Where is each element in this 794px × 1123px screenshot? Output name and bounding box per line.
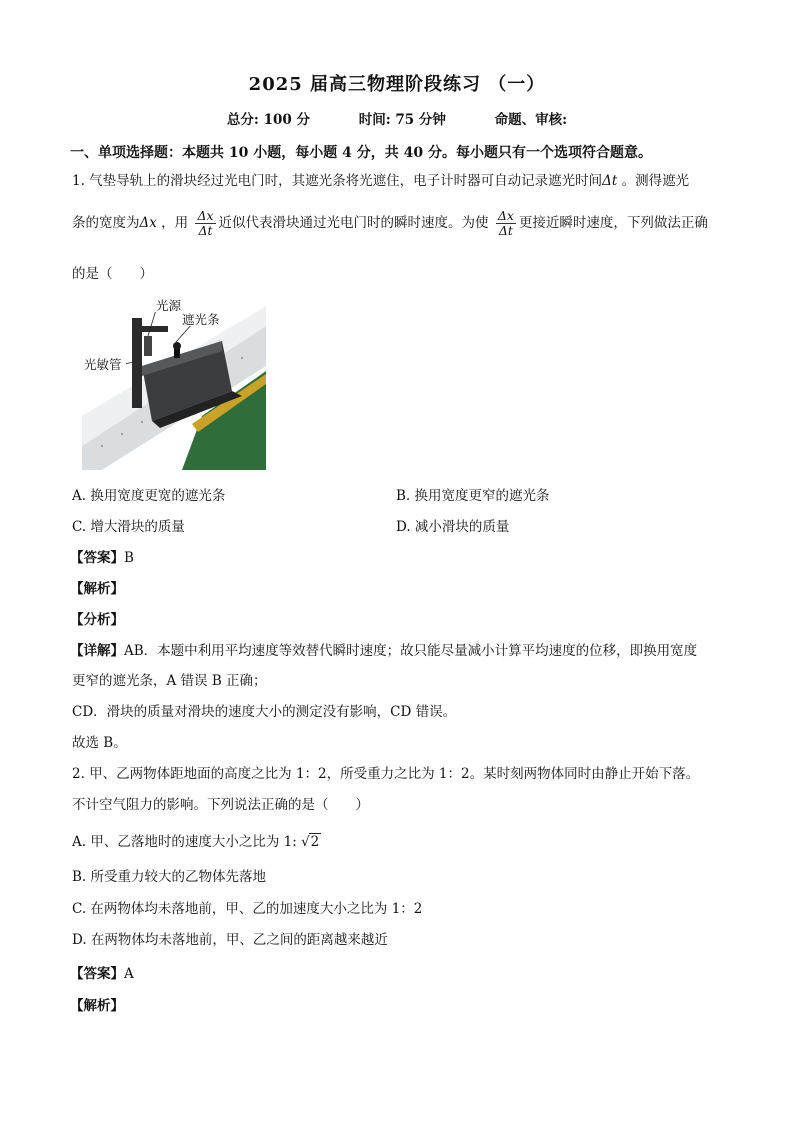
q2-option-d: D. 在两物体均未落地前，甲、乙之间的距离越来越近 (72, 932, 388, 948)
q2-answer: 【答案】A (70, 966, 134, 982)
q1-fenxi-tag: 【分析】 (70, 612, 124, 628)
q1-analysis-tag: 【解析】 (70, 581, 124, 597)
q1-detail-line-3: CD．滑块的质量对滑块的速度大小的测定没有影响，CD 错误。 (72, 704, 457, 720)
q1-answer: 【答案】B (70, 550, 134, 566)
q2-option-a: A. 甲、乙落地时的速度大小之比为 1: √2 (72, 834, 320, 850)
q1-line-1: 1. 气垫导轨上的滑块经过光电门时，其遮光条将光遮住，电子计时器可自动记录遮光时间Δt 。测得遮光 (72, 173, 690, 189)
q2-option-b: B. 所受重力较大的乙物体先落地 (72, 869, 267, 885)
label-photo-tube: 光敏管 (84, 357, 122, 372)
label-light-source: 光源 (156, 298, 182, 313)
q1-option-c: C. 增大滑块的质量 (72, 519, 185, 535)
q1-line-3: 的是（ ） (72, 266, 153, 282)
q2-line-1: 2. 甲、乙两物体距地面的高度之比为 1：2，所受重力之比为 1：2。某时刻两物体同时由静止开始下落。 (72, 766, 700, 782)
q2-analysis-tag: 【解析】 (70, 998, 124, 1014)
total-score: 总分: 100 分 (226, 112, 310, 128)
sqrt-symbol: √2 (301, 834, 320, 850)
q1-option-d: D. 减小滑块的质量 (396, 519, 510, 535)
fraction-dx-dt-2: $\frac{\Delta x}{\Delta t}$ (497, 208, 514, 238)
section-heading: 一、单项选择题：本题共 10 小题，每小题 4 分，共 40 分。每小题只有一个选项符合题意。 (70, 145, 652, 161)
exam-meta (0, 108, 794, 128)
air-track-illustration (82, 296, 266, 470)
q1-detail-line-2: 更窄的遮光条，A 错误 B 正确； (72, 673, 267, 689)
q2-line-2: 不计空气阻力的影响。下列说法正确的是（ ） (72, 797, 369, 813)
q2-option-c: C. 在两物体均未落地前，甲、乙的加速度大小之比为 1：2 (72, 901, 423, 917)
q1-option-a: A. 换用宽度更宽的遮光条 (72, 488, 226, 504)
q1-option-b: B. 换用宽度更窄的遮光条 (396, 488, 550, 504)
q1-detail-line-1: 【详解】AB．本题中利用平均速度等效替代瞬时速度；故只能尽量减小计算平均速度的位移，即换用宽度 (70, 643, 698, 659)
q1-conclusion: 故选 B。 (72, 735, 127, 751)
q1-line-2: 条的宽度为Δx ，用 $\frac{\Delta x}{\Delta t}$ 近似代表滑块通过光电门时的瞬时速度。为使 $\frac{\Delta x}{\Delta t}$ 更接近瞬时速度，下列做法正确 (72, 208, 708, 238)
label-shade-strip: 遮光条 (182, 312, 220, 327)
delta-t: Δt (602, 173, 618, 189)
delta-x: Δx (139, 215, 157, 231)
air-track-figure (82, 296, 266, 470)
time-limit: 时间: 75 分钟 (358, 112, 446, 128)
fraction-dx-dt: $\frac{\Delta x}{\Delta t}$ (197, 208, 214, 238)
authors: 命题、审核: (494, 112, 568, 128)
page-title: 2025 届高三物理阶段练习 （一） (248, 74, 546, 95)
